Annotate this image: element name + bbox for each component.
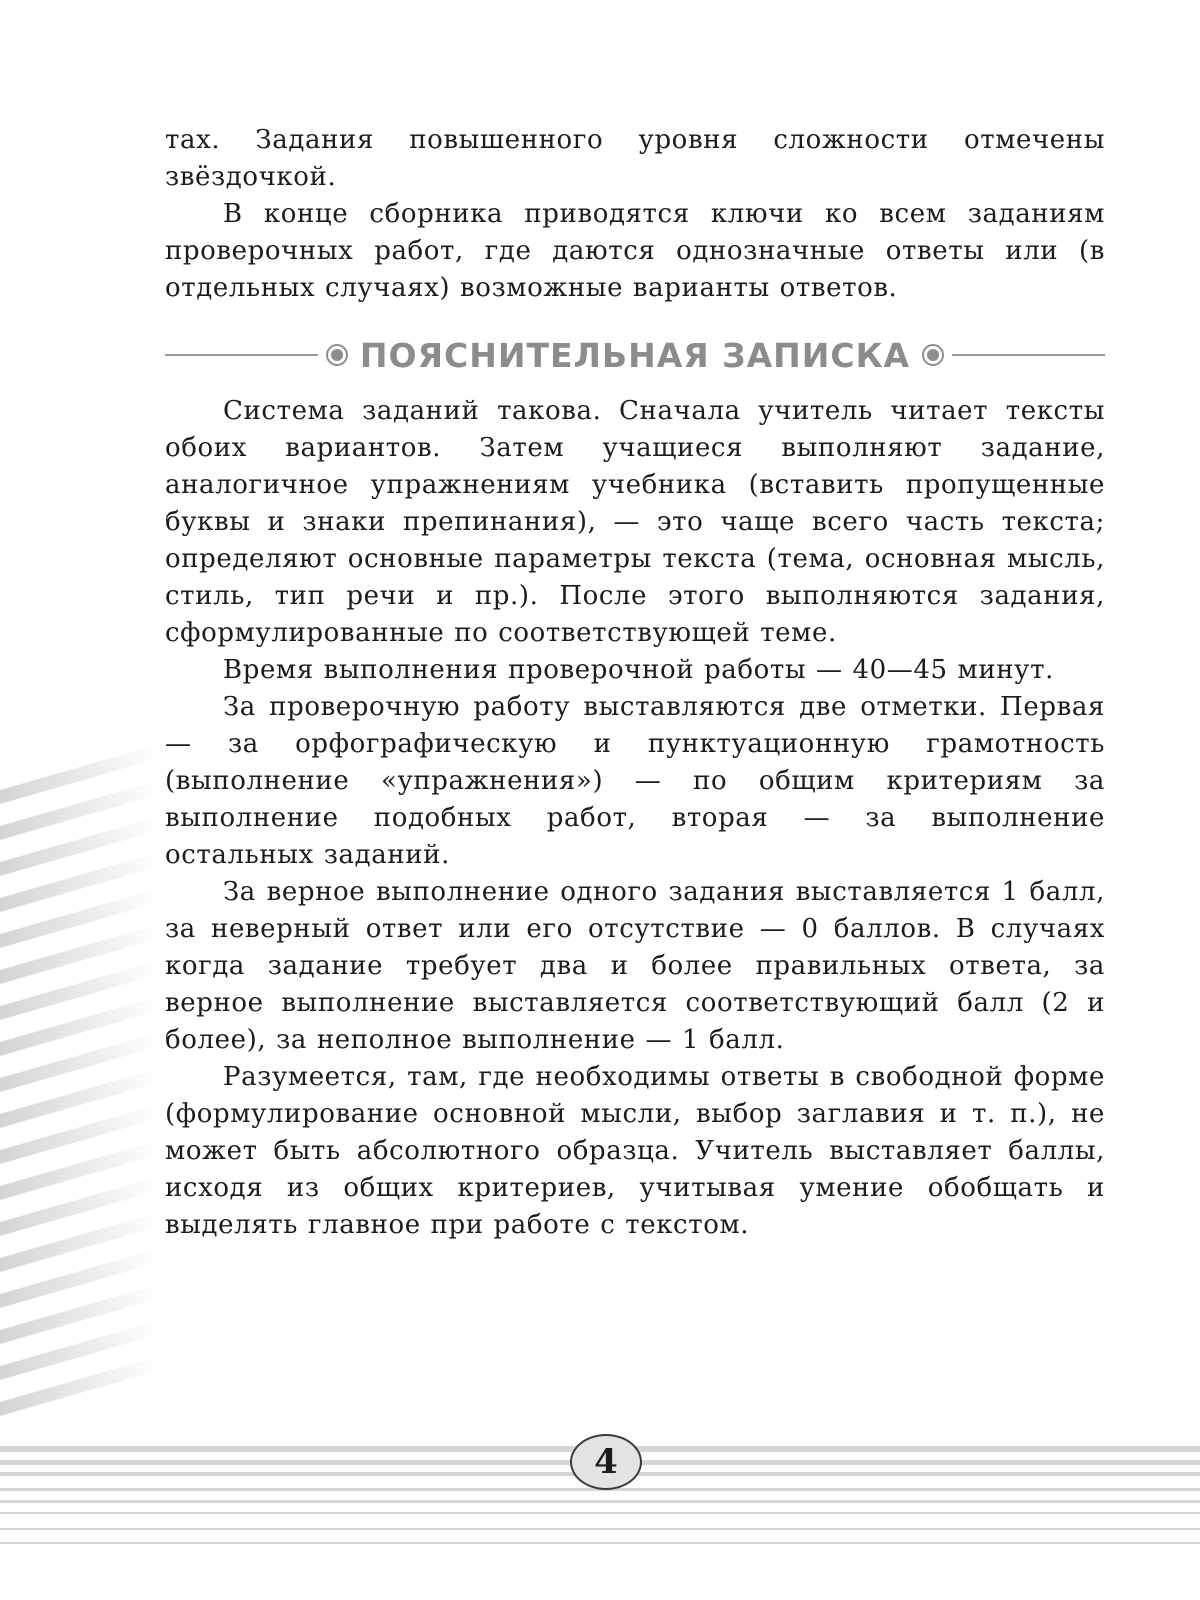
heading-rule-right <box>952 354 1105 356</box>
section-paragraph-2: Время выполнения проверочной работы — 40—45 минут. <box>223 655 1054 685</box>
page-number: 4 <box>594 1442 618 1482</box>
section-paragraph-1: Система заданий такова. Сначала учитель читает тексты обоих вариантов. Затем учащиеся выполняют задание, аналогичное упражнениям учебника (вставить пропущенные буквы и знаки препинания), — это чаще всего часть текста; определяют основные параметры текста (тема, основная мысль, стиль, тип речи и пр.). После этого выполняются задания, сформулированные по соответствующей теме. <box>165 396 1105 648</box>
diagonal-stripes-decoration <box>0 744 160 1416</box>
heading-rule-left <box>165 354 318 356</box>
bullet-icon <box>326 344 348 366</box>
horizontal-stripe <box>0 1500 1200 1503</box>
section-title: ПОЯСНИТЕЛЬНАЯ ЗАПИСКА <box>359 335 911 375</box>
page-number-badge <box>570 1434 642 1490</box>
section-paragraph-4: За верное выполнение одного задания выставляется 1 балл, за неверный ответ или его отсутствие — 0 баллов. В случаях когда задание требует два и более правильных ответа, за верное выполнение выставляется соответствующий балл (2 и более), за неполное выполнение — 1 балл. <box>165 877 1105 1055</box>
horizontal-stripe <box>0 1542 1200 1544</box>
page-content <box>165 122 1105 1244</box>
horizontal-stripe <box>0 1528 1200 1530</box>
intro-paragraph-2: В конце сборника приводятся ключи ко всем заданиям проверочных работ, где даются однозначные ответы или (в отдельных случаях) возможные варианты ответов. <box>165 199 1105 303</box>
section-paragraph-5: Разумеется, там, где необходимы ответы в свободной форме (формулирование основной мысли, выбор заглавия и т. п.), не может быть абсолютного образца. Учитель выставляет баллы, исходя из общих критериев, учитывая умение обобщать и выделять главное при работе с текстом. <box>165 1062 1105 1240</box>
section-heading <box>165 333 1105 377</box>
horizontal-stripe <box>0 1512 1200 1514</box>
section-paragraph-3: За проверочную работу выставляются две отметки. Первая — за орфографическую и пунктуационную грамотность (выполнение «упражнения») — по общим критериям за выполнение подобных работ, вторая — за выполнение остальных заданий. <box>165 692 1105 870</box>
bullet-icon <box>922 344 944 366</box>
intro-paragraph-1: тах. Задания повышенного уровня сложности отмечены звёздочкой. <box>165 125 1105 192</box>
